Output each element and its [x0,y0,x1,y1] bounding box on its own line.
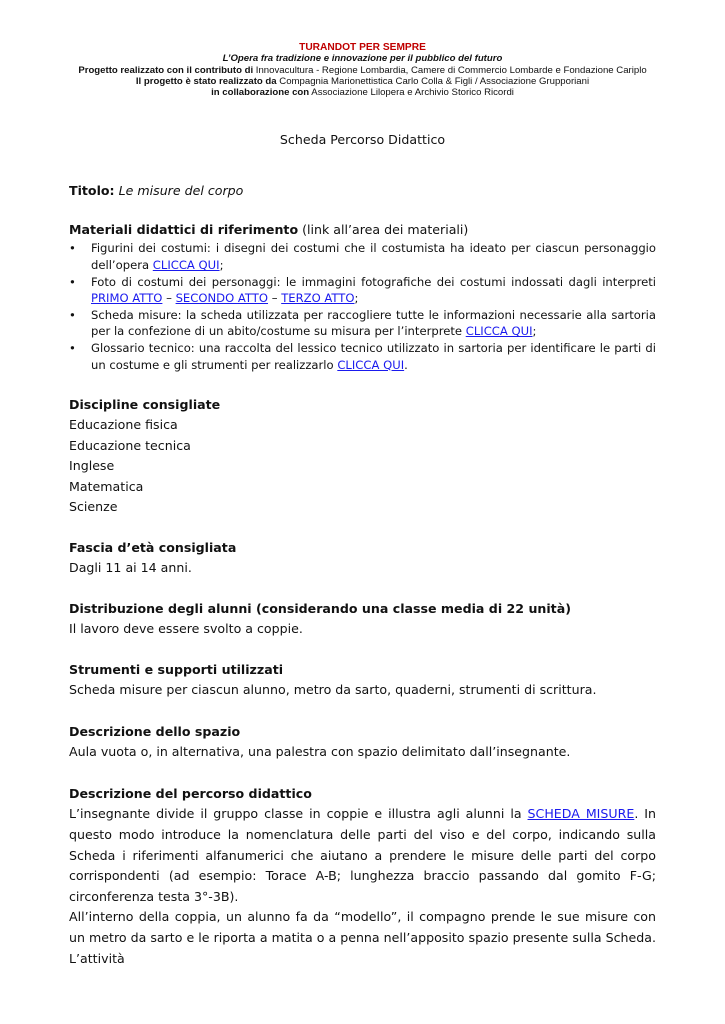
bullet-icon: • [69,274,76,289]
materiali-note: (link all’area dei materiali) [298,222,469,237]
terzo-atto-link[interactable]: TERZO ATTO [281,291,355,306]
header-line-producer: Il progetto è stato realizzato da Compagnia Marionettistica Carlo Colla & Figli / Associazione Grupporiani [135,75,590,87]
titolo-label: Titolo: [69,183,115,198]
materiali-heading: Materiali didattici di riferimento [69,222,299,237]
clicca-qui-link[interactable]: CLICCA QUI [465,324,533,339]
materiali-list [69,240,656,373]
project-subtitle: L’Opera fra tradizione e innovazione per il pubblico del futuro [222,53,503,65]
discipline-section [69,395,656,517]
discipline-item: Educazione fisica [69,417,178,433]
scheda-misure-link[interactable]: SCHEDA MISURE [527,806,635,822]
materiali-section [69,220,656,373]
primo-atto-link[interactable]: PRIMO ATTO [91,291,163,306]
discipline-item: Matematica [69,478,144,494]
strumenti-heading: Strumenti e supporti utilizzati [69,662,284,677]
list-item: • Glossario tecnico: una raccolta del lessico tecnico utilizzato in sartoria per identificare le parti di un costume e gli strumenti per realizzarlo CLICCA QUI. [69,340,656,372]
secondo-atto-link[interactable]: SECONDO ATTO [175,291,269,306]
distribuzione-text: Il lavoro deve essere svolto a coppie. [69,621,303,637]
list-item: • Foto di costumi dei personaggi: le immagini fotografiche dei costumi indossati dagli interpreti PRIMO ATTO – SECONDO ATTO – TERZO ATTO; [69,274,656,306]
list-item: • Figurini dei costumi: i disegni dei costumi che il costumista ha ideato per ciascun personaggio dell’opera CLICCA QUI; [69,241,656,272]
project-title: TURANDOT PER SEMPRE [299,42,426,53]
strumenti-section [69,660,656,701]
project-header [40,42,685,98]
header-line-contributors: Progetto realizzato con il contributo di Innovacultura - Regione Lombardia, Camere di Commercio Lombarde e Fondazione Cariplo [78,64,647,76]
strumenti-text: Scheda misure per ciascun alunno, metro da sarto, quaderni, strumenti di scrittura. [69,682,597,698]
eta-text: Dagli 11 ai 14 anni. [69,560,192,576]
list-item: • Scheda misure: la scheda utilizzata per raccogliere tutte le informazioni necessarie alla sartoria per la confezione di un abito/costume su misura per l’interprete CLICCA QUI; [69,307,656,339]
clicca-qui-link[interactable]: CLICCA QUI [152,258,220,272]
discipline-item: Educazione tecnica [69,437,191,453]
eta-section [69,538,656,579]
bullet-icon: • [69,340,76,355]
clicca-qui-link[interactable]: CLICCA QUI [337,357,405,372]
bullet-icon: • [69,241,76,256]
percorso-paragraph-2: All’interno della coppia, un alunno fa da “modello”, il compagno prende le sue misure con un metro da sarto e le riporta a matita o a penna nell’apposito spazio presente sulla Scheda. L’attività [69,909,656,966]
doc-title: Scheda Percorso Didattico [279,132,446,147]
titolo-value: Le misure del corpo [118,183,244,198]
discipline-item: Scienze [69,499,118,515]
distribuzione-heading: Distribuzione degli alunni (considerando una classe media di 22 unità) [69,601,571,616]
discipline-heading: Discipline consigliate [69,397,221,412]
spazio-section [69,722,656,763]
eta-heading: Fascia d’età consigliata [69,540,237,555]
spazio-heading: Descrizione dello spazio [69,724,241,739]
bullet-icon: • [69,307,76,322]
percorso-section [69,784,656,969]
spazio-text: Aula vuota o, in alternativa, una palestra con spazio delimitato dall’insegnante. [69,744,571,760]
percorso-paragraph-1: L’insegnante divide il gruppo classe in coppie e illustra agli alunni la SCHEDA MISURE. In questo modo introduce la nomenclatura delle parti del viso e del corpo, indicando sulla Scheda i riferimenti alfanumerici che aiutano a prendere le misure delle parti del corpo corrispondenti (ad esempio: Torace A-B; lunghezza braccio passando dal gomito F-G; circonferenza testa 3°-3B). [69,806,657,904]
header-line-collaboration: in collaborazione con Associazione Lilopera e Archivio Storico Ricordi [211,87,514,99]
distribuzione-section [69,599,656,640]
discipline-item: Inglese [69,458,115,474]
titolo-line [69,181,656,201]
percorso-heading: Descrizione del percorso didattico [69,786,312,801]
